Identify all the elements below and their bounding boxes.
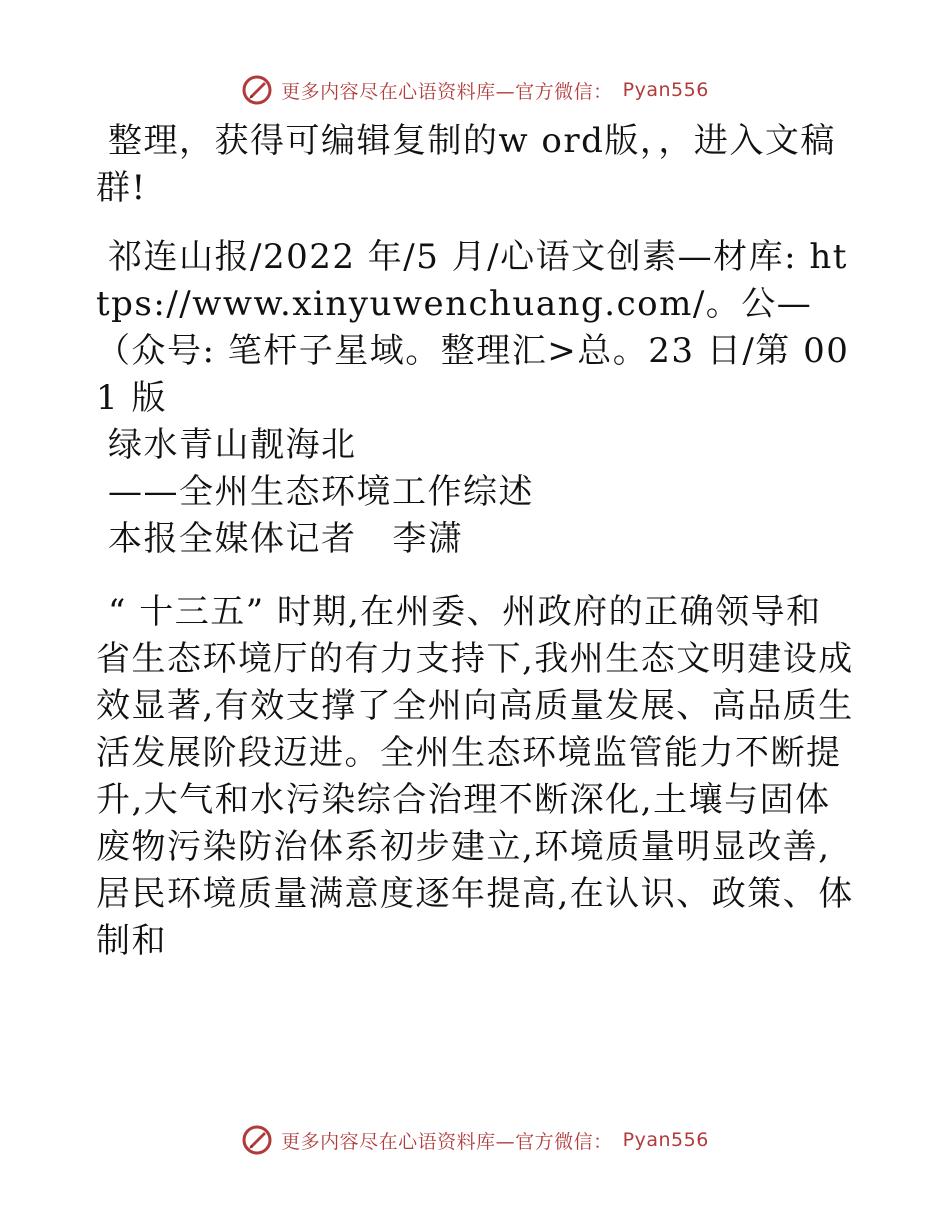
red-quill-circle-icon [241,74,273,106]
red-quill-circle-icon [241,1124,273,1156]
source-line: 祁连山报/2022 年/5 月/心语文创素—材库: https://www.xinyuwenchuang.com/。公—（众号: 笔杆子星域。整理汇>总。23 日/第 001 版 [96,237,850,418]
footer-watermark-text: 更多内容尽在心语资料库—官方微信： [281,1130,613,1153]
header-wechat-id: Pyan556 [622,79,709,101]
footer-wechat-id: Pyan556 [622,1129,709,1151]
intro-paragraph: 整理，获得可编辑复制的w ord版，，进入文稿群! [96,121,836,208]
byline-label: 本报全媒体记者 [108,519,357,559]
article-byline [96,516,856,563]
byline-name: 李潇 [392,519,464,559]
footer-watermark [0,1120,950,1160]
article-body-paragraph: “ 十三五” 时期,在州委、州政府的正确领导和省生态环境厅的有力支持下,我州生态文明建设成效显著,有效支撑了全州向高质量发展、高品质生活发展阶段迈进。全州生态环境监管能力不断提升,大气和水污染综合治理不断深化,土壤与固体废物污染防治体系初步建立,环境质量明显改善,居民环境质量满意度逐年提高,在认识、政策、体制和 [96,592,854,961]
header-watermark-text: 更多内容尽在心语资料库—官方微信： [281,80,613,103]
document-body [96,118,856,965]
header-watermark [0,70,950,110]
article-subheadline: ——全州生态环境工作综述 [108,472,534,512]
article-headline: 绿水青山靓海北 [108,425,357,465]
